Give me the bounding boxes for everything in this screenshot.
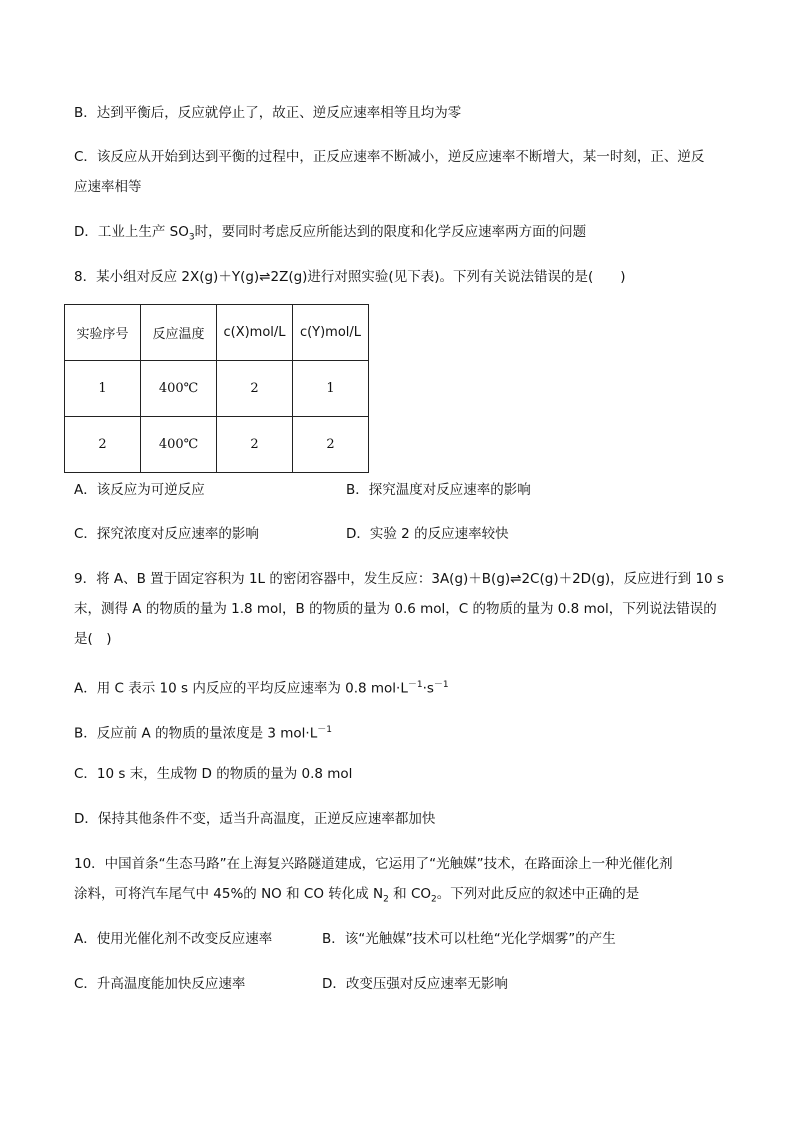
q8-option-c: C．探究浓度对反应速率的影响	[74, 526, 259, 542]
q9-stem-line1: 9．将 A、B 置于固定容积为 1L 的密闭容器中，发生反应：3A(g)＋B(g)⇌2C(g)＋2D(g)，反应进行到 10 s	[74, 571, 724, 587]
table-header-row	[65, 305, 369, 361]
table-cell: 400℃	[141, 417, 217, 473]
q10-stem-line2-sub2: 2	[431, 894, 437, 905]
experiment-table	[64, 304, 369, 473]
q9-option-a-sup2: －1	[433, 680, 449, 690]
q9-option-a-sup1: －1	[407, 680, 423, 690]
q9-option-d: D．保持其他条件不变，适当升高温度，正逆反应速率都加快	[74, 811, 436, 827]
q7-option-c-line2: 应速率相等	[74, 179, 142, 195]
table-row	[65, 361, 369, 417]
q10-stem-line2-post: 。下列对此反应的叙述中正确的是	[436, 886, 640, 902]
table-header-cell: 实验序号	[65, 305, 141, 361]
table-cell: 1	[65, 361, 141, 417]
q10-stem-line2-pre: 涂料，可将汽车尾气中 45%的 NO 和 CO 转化成 N	[74, 886, 384, 902]
q9-option-a	[74, 675, 734, 699]
q7-option-d	[74, 222, 734, 248]
q10-option-b: B．该“光触媒”技术可以杜绝“光化学烟雾”的产生	[322, 931, 616, 947]
q9-option-c: C．10 s 末，生成物 D 的物质的量为 0.8 mol	[74, 766, 353, 782]
q7-option-d-sub: 3	[188, 232, 195, 243]
q10-option-d: D．改变压强对反应速率无影响	[322, 976, 508, 992]
q8-option-d: D．实验 2 的反应速率较快	[346, 526, 509, 542]
table-header-cell: c(X)mol/L	[217, 305, 293, 361]
q7-option-b: B．达到平衡后，反应就停止了，故正、逆反应速率相等且均为零	[74, 105, 462, 121]
q7-option-d-post: 时，要同时考虑反应所能达到的限度和化学反应速率两方面的问题	[194, 224, 587, 240]
table-cell: 2	[293, 417, 369, 473]
q10-stem-line1: 10．中国首条“生态马路”在上海复兴路隧道建成，它运用了“光触媒”技术，在路面涂上一种光催化剂	[74, 856, 673, 872]
table-cell: 400℃	[141, 361, 217, 417]
q10-option-a: A．使用光催化剂不改变反应速率	[74, 931, 273, 947]
q8-option-a: A．该反应为可逆反应	[74, 482, 205, 498]
q7-option-c-line1: C．该反应从开始到达到平衡的过程中，正反应速率不断减小，逆反应速率不断增大，某一时刻，正、逆反	[74, 149, 705, 165]
q9-option-b-sup: －1	[317, 725, 332, 735]
table-header-cell: c(Y)mol/L	[293, 305, 369, 361]
table-cell: 2	[65, 417, 141, 473]
q9-stem-line3: 是( )	[74, 631, 112, 647]
q9-stem-line2: 末，测得 A 的物质的量为 1.8 mol，B 的物质的量为 0.6 mol，C 的物质的量为 0.8 mol，下列说法错误的	[74, 601, 717, 617]
q8-stem: 8．某小组对反应 2X(g)＋Y(g)⇌2Z(g)进行对照实验(见下表)。下列有关说法错误的是( )	[74, 269, 626, 285]
q10-option-c: C．升高温度能加快反应速率	[74, 976, 246, 992]
q8-option-b: B．探究温度对反应速率的影响	[346, 482, 531, 498]
table-cell: 1	[293, 361, 369, 417]
q9-option-b-pre: B．反应前 A 的物质的量浓度是 3 mol·L	[74, 725, 318, 742]
table-cell: 2	[217, 417, 293, 473]
q9-option-a-mid: ·s	[422, 680, 434, 697]
q9-option-b	[74, 720, 734, 744]
q10-stem-line2-mid: 和 CO	[388, 886, 432, 902]
q7-option-d-pre: D．工业上生产 SO	[74, 224, 189, 240]
table-header-cell: 反应温度	[141, 305, 217, 361]
table-row	[65, 417, 369, 473]
q10-stem-line2	[74, 884, 734, 910]
table-cell: 2	[217, 361, 293, 417]
q10-stem-line2-sub1: 2	[383, 894, 389, 905]
q9-option-a-pre: A．用 C 表示 10 s 内反应的平均反应速率为 0.8 mol·L	[74, 680, 408, 697]
